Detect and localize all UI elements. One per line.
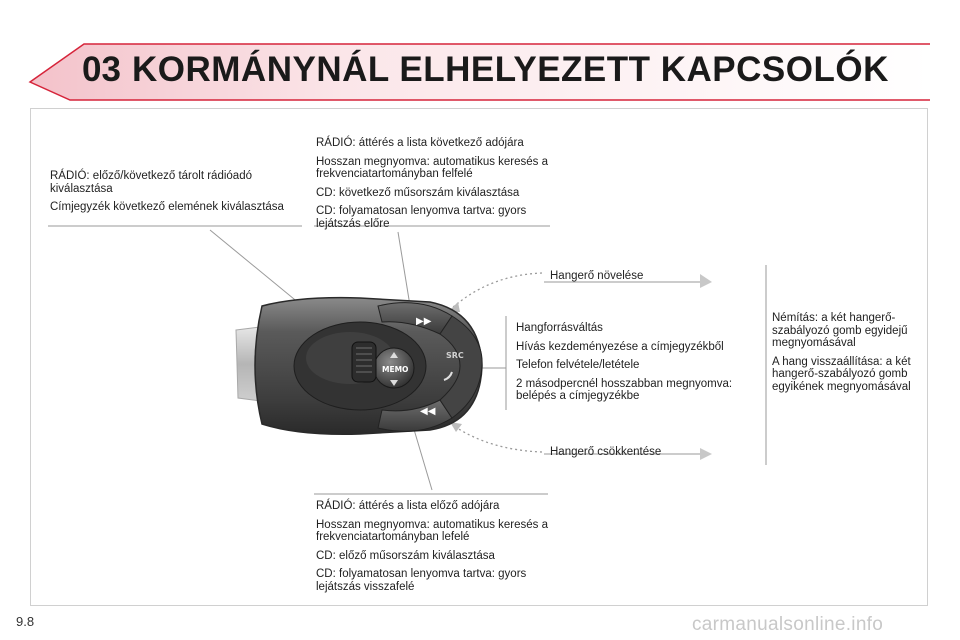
label-preset-selection: RÁDIÓ: előző/következő tárolt rádióadó kiválasztása Címjegyzék következő elemének kiválasztása (50, 170, 284, 213)
volume-up-pointer (452, 273, 542, 308)
page-number: 9.8 (16, 614, 35, 629)
svg-text:◀◀: ◀◀ (420, 406, 436, 417)
svg-text:▶▶: ▶▶ (416, 316, 432, 327)
label-previous-station: RÁDIÓ: áttérés a lista előző adójára Hosszan megnyomva: automatikus keresés a frekvenciatartományban lefelé CD: előző műsorszám kiválasztása CD: folyamatosan lenyomva tartva: gyors lejátszás visszafelé (316, 500, 549, 593)
label-next-station: RÁDIÓ: áttérés a lista következő adójára Hosszan megnyomva: automatikus keresés a frekvenciatartományban felfelé CD: következő műsorszám kiválasztása CD: folyamatosan lenyomva tartva: gyors lejátszás előre (316, 137, 549, 230)
svg-text:MEMO: MEMO (382, 365, 409, 374)
label-volume-up: Hangerő növelése (550, 270, 644, 282)
label-mute: Némítás: a két hangerő-szabályozó gomb egyidejű megnyomásával A hang visszaállítása: a két hangerő-szabályozó gomb egyikének megnyomásával (772, 312, 911, 393)
src-label: SRC (446, 351, 464, 360)
label-volume-down: Hangerő csökkentése (550, 446, 662, 458)
label-source: Hangforrásváltás Hívás kezdeményezése a címjegyzékből Telefon felvétele/letétele 2 másodpercnél hosszabban megnyomva: belépés a címjegyzékbe (516, 322, 733, 402)
watermark: carmanualsonline.info (692, 614, 884, 635)
volume-down-pointer (454, 426, 542, 452)
page-title: KORMÁNYNÁL ELHELYEZETT KAPCSOLÓK (132, 50, 889, 89)
chapter-number: 03 (82, 50, 121, 89)
